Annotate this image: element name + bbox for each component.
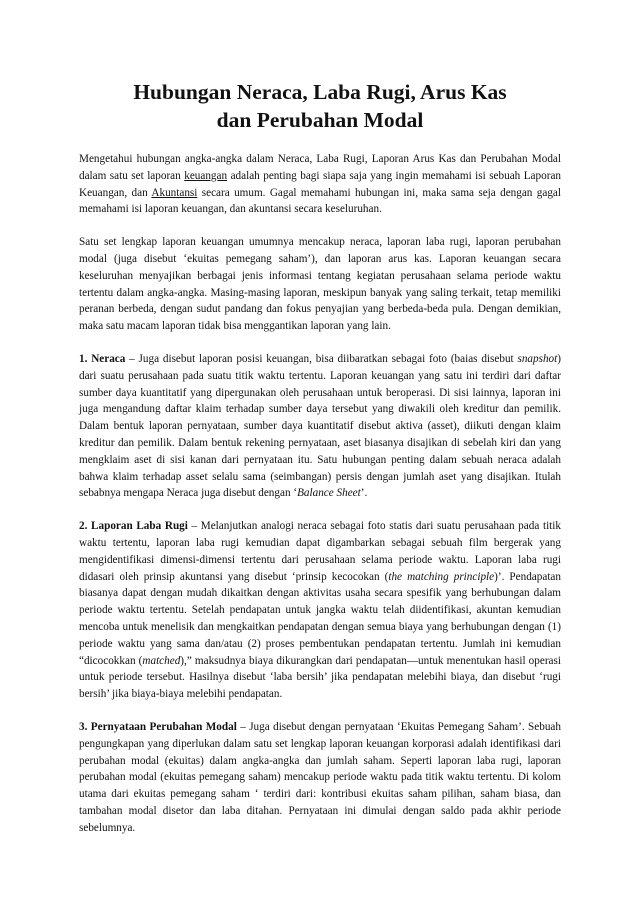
- laba-rugi-text-a: – Melanjutkan analogi neraca sebagai foto statis dari suatu perusahaan pada titik waktu tertentu, laporan laba rugi kemudian dapat digambarkan sebagai sebuah film bergerak yang mengidentifikasi dimensi-dimensi tertentu dari perusahaan selama periode waktu. Laporan laba rugi didasari oleh prinsip akuntansi yang disebut ‘prinsip kecocokan (: [79, 520, 561, 583]
- paragraph-neraca: [79, 351, 561, 502]
- paragraph-overview: Satu set lengkap laporan keuangan umumnya mencakup neraca, laporan laba rugi, laporan perubahan modal (juga disebut ‘ekuitas pemegang saham’), dan laporan arus kas. Laporan keuangan secara keseluruhan menyajikan berbagai jenis informasi tentang kegiatan perusahaan selama periode waktu tertentu dalam angka-angka. Masing-masing laporan, meskipun banyak yang saling terkait, tetap memiliki peranan berbeda, dengan sudut pandang dan fokus penyajian yang berbeda-beda pula. Dengan demikian, maka satu macam laporan tidak bisa menggantikan laporan yang lain.: [79, 236, 561, 333]
- title-line-2: dan Perubahan Modal: [216, 108, 424, 132]
- heading-perubahan-modal: 3. Pernyataan Perubahan Modal: [79, 720, 237, 733]
- term-matching-principle: the matching principle: [388, 570, 495, 583]
- heading-neraca: 1. Neraca: [79, 352, 126, 365]
- paragraph-perubahan-modal: [79, 719, 561, 837]
- term-snapshot: snapshot: [517, 352, 558, 365]
- neraca-text-a: – Juga disebut laporan posisi keuangan, bisa diibaratkan sebagai foto (baias disebut: [125, 352, 518, 365]
- term-matched: matched: [142, 654, 181, 667]
- neraca-text-b: ) dari suatu perusahaan pada suatu titik waktu tertentu. Laporan keuangan yang satu ini terdiri dari daftar sumber daya kuantitatif yang dipergunakan oleh perusahaan untuk beroperasi. Di sisi lainnya, laporan ini juga mengandung daftar klaim terhadap sumber daya tersebut yang diwakili oleh kreditur dan pemilik. Dalam bentuk laporan pernyataan, sumber daya kuantitatif disebut aktiva (asset), diikuti dengan klaim kreditur dan pemilik. Dalam bentuk rekening pernyataan, aset biasanya disajikan di sebelah kiri dan yang mengklaim aset di sisi kanan dari pernyataan itu. Satu hubungan penting dalam sebuah neraca adalah bahwa klaim terhadap asset selalu sama (seimbangan) persis dengan jumlah aset yang disajikan. Itulah sebabnya mengapa Neraca juga disebut dengan ‘: [79, 352, 561, 500]
- paragraph-intro-text-a: Mengetahui hubungan angka-angka dalam Neraca, Laba Rugi, Laporan Arus Kas dan Perubahan Modal dalam satu set laporan: [79, 153, 561, 182]
- paragraph-laba-rugi: [79, 518, 561, 703]
- keuangan-link[interactable]: keuangan: [184, 169, 228, 182]
- page-title: [79, 78, 561, 134]
- title-line-1: Hubungan Neraca, Laba Rugi, Arus Kas: [133, 80, 507, 104]
- paragraph-intro-text-c: secara umum. Gagal memahami hubungan ini, maka sama seja dengan gagal memahami isi laporan keuangan, dan akuntansi secara keseluruhan.: [79, 186, 561, 216]
- neraca-text-c: ’.: [360, 487, 368, 500]
- perubahan-modal-text-a: – Juga disebut dengan pernyataan ‘Ekuitas Pemegang Saham’. Sebuah pengungkapan yang diperlukan dalam satu set lengkap laporan keuangan korporasi adalah identifikasi dari perubahan modal (ekuitas) dalam angka-angka dan jumlah saham. Seperti laporan laba rugi, laporan perubahan modal (ekuitas pemegang saham) mencakup periode waktu pada titik waktu tertentu. Di kolom utama dari ekuitas pemegang saham ‘ terdiri dari: kontribusi ekuitas saham pilihan, saham biasa, dan tambahan modal disetor dan laba ditahan. Pernyataan ini dimulai dengan saldo pada akhir periode sebelumnya.: [79, 720, 561, 834]
- paragraph-intro: [79, 151, 561, 218]
- laba-rugi-text-b: )’. Pendapatan biasanya dapat dengan mudah dikaitkan dengan aktivitas usaha secara spesifik yang berhubungan dalam periode waktu tertentu. Setelah pendapatan untuk jangka waktu telah diidentifikasi, akuntan kemudian mencoba untuk menelisik dan mengkaitkan pendapatan dengan semua biaya yang berhubungan dengan (1) periode waktu yang sama dan/atau (2) proses pembentukan pendapatan tertentu. Jumlah ini kemudian “dicocokkan (: [79, 570, 561, 667]
- term-balance-sheet: Balance Sheet: [297, 487, 361, 500]
- akuntansi-link[interactable]: Akuntansi: [151, 186, 198, 199]
- heading-laba-rugi: 2. Laporan Laba Rugi: [79, 520, 188, 533]
- paragraph-intro-text-b: adalah penting bagi siapa saja yang ingin memahami isi sebuah Laporan Keuangan, dan: [79, 169, 561, 199]
- laba-rugi-text-c: ),” maksudnya biaya dikurangkan dari pendapatan—untuk menentukan hasil operasi untuk periode tersebut. Hasilnya disebut ‘laba bersih’ jika pendapatan melebihi biaya, dan disebut ‘rugi bersih’ jika biaya-biaya melebihi pendapatan.: [79, 654, 561, 701]
